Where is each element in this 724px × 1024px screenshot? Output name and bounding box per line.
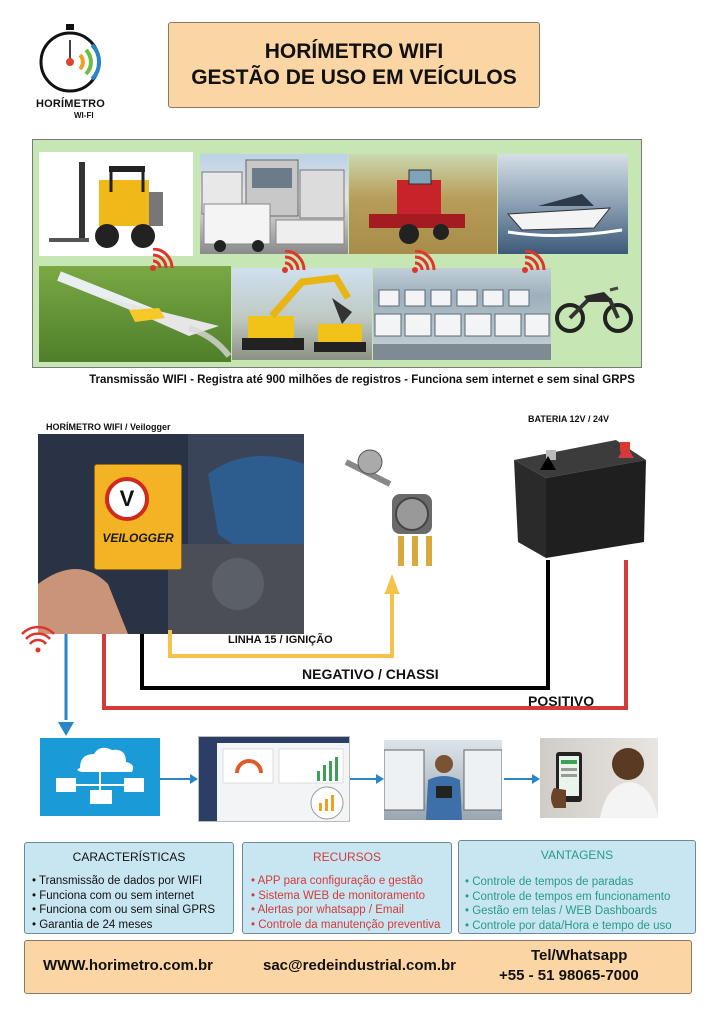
stopwatch-wifi-icon: [30, 22, 110, 98]
fleet-manager-photo: [384, 740, 502, 820]
list-item: • Funciona com ou sem internet: [32, 889, 194, 902]
trucks-vans-photo: [200, 154, 348, 254]
veilogger-brand: VEILOGGER: [102, 531, 174, 545]
vehicles-panel: [32, 139, 642, 368]
wiring-diagram: [0, 560, 724, 720]
list-item: • Controle por data/Hora e tempo de uso: [465, 919, 672, 932]
arrow-up-icon: [540, 456, 556, 470]
list-item: • Transmissão de dados por WIFI: [32, 875, 203, 887]
motorcycle-photo: [554, 274, 634, 336]
web-dashboard-screenshot: [198, 736, 350, 822]
veilogger-device: [94, 464, 182, 570]
list-item: • Sistema WEB de monitoramento: [251, 889, 426, 902]
excavators-photo: [232, 268, 372, 360]
characteristics-box: [24, 842, 234, 934]
arrow-right-icon: [160, 774, 198, 784]
list-item: • APP para configuração e gestão: [251, 875, 423, 887]
wifi-icon: [279, 250, 307, 276]
arrow-right-icon: [350, 774, 384, 784]
veilogger-badge: V: [105, 477, 149, 521]
email-link[interactable]: sac@redeindustrial.com.br: [263, 957, 457, 974]
resources-title: RECURSOS: [312, 850, 381, 864]
harvester-photo: [349, 154, 497, 254]
logo-text: HORÍMETRO: [36, 98, 106, 110]
arrow-up-icon: [384, 580, 400, 594]
footer: [24, 940, 692, 994]
positive-wire-label: POSITIVO: [528, 693, 595, 709]
title-box: [168, 22, 540, 108]
arrow-up-icon: [618, 444, 634, 458]
logo: [30, 22, 110, 126]
forklift-photo: [39, 152, 193, 256]
list-item: • Garantia de 24 meses: [32, 918, 153, 931]
list-item: • Funciona com ou sem sinal GPRS: [32, 904, 215, 916]
wifi-icon: [22, 627, 54, 652]
negative-wire-label: NEGATIVO / CHASSI: [302, 666, 439, 682]
phone-label: Tel/Whatsapp: [531, 947, 628, 964]
page-subtitle: GESTÃO DE USO EM VEÍCULOS: [191, 66, 517, 89]
truck-fleet-photo: [373, 268, 551, 360]
list-item: • Controle da manutenção preventiva: [251, 918, 441, 931]
list-item: • Controle de tempos de paradas: [465, 876, 634, 888]
wifi-icon: [147, 248, 175, 274]
wifi-icon: [409, 250, 437, 276]
characteristics-title: CARACTERÍSTICAS: [72, 850, 186, 864]
smartphone-app-photo: [540, 738, 658, 818]
cloud-network-illustration: [40, 738, 160, 816]
website-link[interactable]: WWW.horimetro.com.br: [43, 957, 213, 974]
list-item: • Alertas por whatsapp / Email: [251, 904, 404, 916]
list-item: • Gestão em telas / WEB Dashboards: [465, 905, 657, 917]
logo-subtext: WI-FI: [74, 111, 94, 120]
battery-label: BATERIA 12V / 24V: [528, 414, 610, 424]
list-item: • Controle de tempos em funcionamento: [465, 890, 671, 903]
arrow-down-icon: [58, 722, 74, 736]
phone-number[interactable]: +55 - 51 98065-7000: [499, 967, 639, 984]
arrow-right-icon: [504, 774, 540, 784]
ignition-switch: [340, 444, 450, 574]
resources-box: [242, 842, 452, 934]
page-title: HORÍMETRO WIFI: [264, 40, 444, 63]
advantages-box: [458, 840, 696, 934]
tagline: Transmissão WIFI - Registra até 900 milhões de registros - Funciona sem internet e sem sinal GRPS: [89, 374, 635, 386]
wifi-icon: [519, 250, 547, 276]
boat-photo: [498, 154, 628, 254]
device-label: HORÍMETRO WIFI / Veilogger: [46, 422, 171, 432]
ignition-wire-label: LINHA 15 / IGNIÇÃO: [228, 634, 333, 646]
advantages-title: VANTAGENS: [540, 848, 614, 862]
crop-duster-photo: [39, 266, 231, 362]
